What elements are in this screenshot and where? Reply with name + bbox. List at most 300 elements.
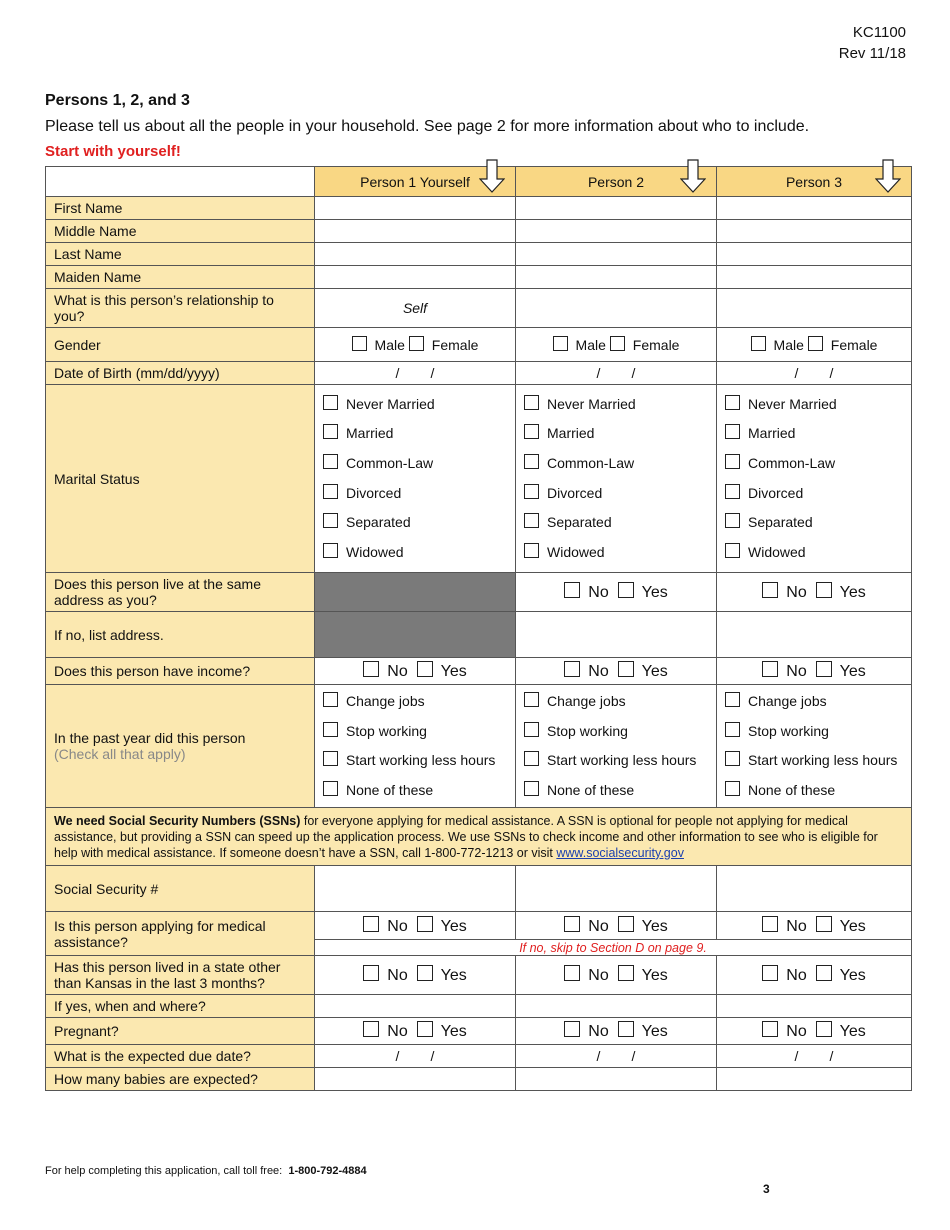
down-arrow-icon [479, 159, 505, 193]
marital-4-checkbox[interactable] [323, 513, 338, 528]
employment-0-checkbox[interactable] [725, 692, 740, 707]
employment-0-label: Change jobs [346, 693, 425, 709]
applying-p1 [315, 912, 516, 940]
no-label: No [588, 584, 609, 601]
gender-p1 [315, 328, 516, 362]
last-name-input-p3[interactable] [717, 243, 912, 266]
no-label: No [387, 1023, 408, 1041]
header-row [46, 167, 912, 197]
marital-3-checkbox[interactable] [524, 484, 539, 499]
ssn-input-p1[interactable] [315, 866, 516, 912]
applying-p3 [717, 912, 912, 940]
no-checkbox[interactable] [762, 916, 778, 932]
male-checkbox[interactable] [352, 336, 367, 351]
date-separator: / / [794, 365, 834, 381]
header-blank [46, 167, 315, 197]
label-other_state: Has this person lived in a state other than Kansas in the last 3 months? [54, 959, 281, 992]
income-p3 [717, 658, 912, 685]
notice-text: for everyone applying for medical assistance. A SSN is optional for people not applying for medical assistance, but providing a SSN can speed up the application process. We use SSNs to check income and other information to see who is eligible for help with medical assistance. If someone doesn’t have a SSN, call 1-800-772-1213 or visit [54, 813, 878, 860]
marital-2-checkbox[interactable] [323, 454, 338, 469]
other-state-p1 [315, 956, 516, 995]
table-row [46, 197, 912, 220]
row-label [46, 220, 315, 243]
row-label [46, 1045, 315, 1068]
no-label: No [786, 663, 807, 680]
due-date-p2[interactable] [516, 1045, 717, 1068]
male-label: Male [773, 337, 804, 353]
employment-3-label: None of these [547, 781, 635, 798]
when-where-input-p3[interactable] [717, 995, 912, 1018]
last-name-input-p2[interactable] [516, 243, 717, 266]
marital-2-checkbox[interactable] [725, 454, 740, 469]
row-label [46, 243, 315, 266]
yes-label: Yes [440, 663, 467, 680]
marital-1-label: Married [748, 425, 796, 442]
label-applying: Is this person applying for medical assistance? [54, 917, 266, 950]
last-name-input-p1[interactable] [315, 243, 516, 266]
male-label: Male [575, 337, 606, 353]
column-title: Person 1 Yourself [360, 173, 470, 190]
yes-checkbox[interactable] [816, 916, 832, 932]
no-checkbox[interactable] [363, 916, 379, 932]
employment-options-p3 [717, 685, 912, 808]
table-row [46, 220, 912, 243]
employment-2-checkbox[interactable] [725, 751, 740, 766]
no-label: No [786, 917, 807, 935]
label-same_address: Does this person live at the same address as you? [54, 576, 261, 608]
option [725, 538, 903, 568]
label-marital: Marital Status [54, 470, 140, 487]
column-header-p3 [717, 167, 912, 197]
row-label [46, 956, 315, 995]
employment-1-label: Stop working [748, 722, 829, 739]
yes-label: Yes [641, 1023, 668, 1041]
yes-checkbox[interactable] [417, 661, 433, 677]
same-address-p3 [717, 573, 912, 612]
relationship-value-p1 [315, 289, 516, 328]
no-label: No [588, 967, 609, 985]
no-checkbox[interactable] [564, 916, 580, 932]
footer-help [45, 1165, 367, 1177]
female-label: Female [632, 337, 680, 353]
no-checkbox[interactable] [762, 582, 778, 598]
marital-3-checkbox[interactable] [725, 484, 740, 499]
marital-0-checkbox[interactable] [725, 395, 740, 410]
yes-checkbox[interactable] [417, 965, 433, 981]
same-address-disabled-p1 [315, 573, 516, 612]
babies-input-p2[interactable] [516, 1068, 717, 1091]
employment-3-checkbox[interactable] [524, 781, 539, 796]
section-title: Persons 1, 2, and 3 [45, 92, 190, 109]
self-text: Self [402, 300, 428, 316]
notice-row [46, 808, 912, 866]
column-header-p2 [516, 167, 717, 197]
babies-input-p1[interactable] [315, 1068, 516, 1091]
intro-text: Please tell us about all the people in your household. See page 2 for more information about who to include. [45, 118, 810, 135]
table-row [46, 362, 912, 385]
no-checkbox[interactable] [363, 965, 379, 981]
table-row [46, 1018, 912, 1045]
female-checkbox[interactable] [610, 336, 625, 351]
middle-name-input-p2[interactable] [516, 220, 717, 243]
label-first_name: First Name [54, 200, 123, 216]
option [524, 419, 708, 449]
yes-checkbox[interactable] [816, 1021, 832, 1037]
no-checkbox[interactable] [564, 582, 580, 598]
date-separator: / / [794, 1048, 834, 1065]
date-separator: / / [395, 365, 435, 381]
row-label [46, 995, 315, 1018]
option [524, 776, 708, 806]
row-label [46, 866, 315, 912]
maiden-name-input-p3[interactable] [717, 266, 912, 289]
date-separator: / / [596, 1048, 636, 1065]
yes-checkbox[interactable] [618, 916, 634, 932]
option [725, 419, 903, 449]
row-label [46, 912, 315, 956]
maiden-name-input-p1[interactable] [315, 266, 516, 289]
marital-3-label: Divorced [346, 484, 402, 501]
no-checkbox[interactable] [564, 1021, 580, 1037]
row-label [46, 658, 315, 685]
relationship-input-p3[interactable] [717, 289, 912, 328]
employment-options-p1 [315, 685, 516, 808]
table-row [46, 243, 912, 266]
table-row [46, 573, 912, 612]
ssn-input-p3[interactable] [717, 866, 912, 912]
male-checkbox[interactable] [751, 336, 766, 351]
label-gender: Gender [54, 336, 101, 353]
row-label [46, 385, 315, 573]
marital-0-label: Never Married [547, 395, 636, 412]
due-date-p3[interactable] [717, 1045, 912, 1068]
option [323, 419, 507, 449]
applying-p2 [516, 912, 717, 940]
yes-label: Yes [641, 967, 668, 985]
yes-label: Yes [440, 967, 467, 985]
label-ssn: Social Security # [54, 880, 159, 897]
yes-checkbox[interactable] [417, 916, 433, 932]
yes-checkbox[interactable] [618, 965, 634, 981]
form-id: KC1100 [852, 24, 906, 41]
employment-2-label: Start working less hours [748, 752, 898, 769]
no-checkbox[interactable] [363, 1021, 379, 1037]
marital-5-checkbox[interactable] [725, 543, 740, 558]
yes-checkbox[interactable] [618, 1021, 634, 1037]
no-label: No [786, 1023, 807, 1041]
option [524, 746, 708, 776]
option [725, 746, 903, 776]
row-label [46, 1018, 315, 1045]
option [725, 717, 903, 747]
label-relationship: What is this person’s relationship to you? [54, 292, 274, 324]
first-name-input-p3[interactable] [717, 197, 912, 220]
no-label: No [786, 967, 807, 985]
same-address-p2 [516, 573, 717, 612]
marital-3-label: Divorced [547, 484, 603, 501]
marital-0-label: Never Married [346, 395, 435, 412]
yes-label: Yes [839, 663, 866, 680]
row-label [46, 362, 315, 385]
pregnant-p3 [717, 1018, 912, 1045]
marital-5-label: Widowed [547, 543, 605, 560]
table-row [46, 385, 912, 573]
row-label [46, 266, 315, 289]
employment-0-checkbox[interactable] [524, 692, 539, 707]
option [725, 449, 903, 479]
marital-options-p3 [717, 385, 912, 573]
male-label: Male [374, 337, 405, 353]
option [323, 746, 507, 776]
first-name-input-p2[interactable] [516, 197, 717, 220]
marital-1-label: Married [547, 425, 595, 442]
gender-p3 [717, 328, 912, 362]
employment-2-label: Start working less hours [346, 752, 496, 769]
yes-checkbox[interactable] [417, 1021, 433, 1037]
option [323, 717, 507, 747]
address-disabled-p1 [315, 612, 516, 658]
table-row [46, 328, 912, 362]
marital-4-label: Separated [748, 514, 813, 531]
yes-checkbox[interactable] [816, 582, 832, 598]
relationship-input-p2[interactable] [516, 289, 717, 328]
label-hint: (Check all that apply) [54, 746, 186, 763]
marital-1-checkbox[interactable] [725, 424, 740, 439]
row-label [46, 328, 315, 362]
column-title: Person 2 [587, 173, 645, 190]
address-input-p2[interactable] [516, 612, 717, 658]
no-label: No [786, 584, 807, 601]
label-pregnant: Pregnant? [54, 1023, 119, 1040]
persons-table [45, 166, 912, 1091]
yes-checkbox[interactable] [816, 965, 832, 981]
marital-2-checkbox[interactable] [524, 454, 539, 469]
option [725, 508, 903, 538]
marital-4-label: Separated [346, 514, 411, 531]
when-where-input-p1[interactable] [315, 995, 516, 1018]
table-row [46, 956, 912, 995]
employment-2-checkbox[interactable] [323, 751, 338, 766]
ssn-input-p2[interactable] [516, 866, 717, 912]
marital-3-checkbox[interactable] [323, 484, 338, 499]
option [524, 479, 708, 509]
table-row [46, 1068, 912, 1091]
yes-label: Yes [839, 1023, 866, 1041]
table-row [46, 266, 912, 289]
notice-bold: We need Social Security Numbers (SSNs) [54, 813, 301, 828]
employment-1-checkbox[interactable] [524, 722, 539, 737]
down-arrow-icon [875, 159, 901, 193]
option [524, 538, 708, 568]
option [725, 479, 903, 509]
option [725, 687, 903, 717]
row-label [46, 197, 315, 220]
option [323, 776, 507, 806]
date-separator: / / [596, 365, 636, 381]
babies-input-p3[interactable] [717, 1068, 912, 1091]
female-checkbox[interactable] [808, 336, 823, 351]
no-label: No [387, 967, 408, 985]
option [323, 508, 507, 538]
employment-1-label: Stop working [346, 722, 427, 739]
row-label [46, 685, 315, 808]
marital-5-checkbox[interactable] [524, 543, 539, 558]
page-number: 3 [763, 1182, 770, 1196]
when-where-input-p2[interactable] [516, 995, 717, 1018]
option [524, 449, 708, 479]
middle-name-input-p1[interactable] [315, 220, 516, 243]
option [323, 479, 507, 509]
option [323, 687, 507, 717]
no-checkbox[interactable] [762, 661, 778, 677]
no-checkbox[interactable] [363, 661, 379, 677]
label-income: Does this person have income? [54, 663, 251, 679]
employment-1-checkbox[interactable] [725, 722, 740, 737]
ssn-notice [46, 808, 912, 866]
label-dob: Date of Birth (mm/dd/yyyy) [54, 365, 220, 381]
table-row [46, 658, 912, 685]
yes-checkbox[interactable] [618, 661, 634, 677]
label-list_address: If no, list address. [54, 626, 164, 643]
no-label: No [387, 663, 408, 680]
yes-label: Yes [440, 917, 467, 935]
marital-4-checkbox[interactable] [524, 513, 539, 528]
male-checkbox[interactable] [553, 336, 568, 351]
employment-1-label: Stop working [547, 722, 628, 739]
down-arrow-icon [680, 159, 706, 193]
yes-label: Yes [839, 917, 866, 935]
column-title: Person 3 [785, 173, 843, 190]
option [323, 449, 507, 479]
yes-label: Yes [641, 584, 668, 601]
yes-checkbox[interactable] [816, 661, 832, 677]
employment-options-p2 [516, 685, 717, 808]
yes-label: Yes [839, 967, 866, 985]
marital-1-checkbox[interactable] [524, 424, 539, 439]
date-separator: / / [395, 1048, 435, 1065]
option [524, 390, 708, 420]
income-p1 [315, 658, 516, 685]
employment-0-checkbox[interactable] [323, 692, 338, 707]
no-label: No [588, 917, 609, 935]
marital-5-label: Widowed [346, 543, 404, 560]
dob-p3[interactable] [717, 362, 912, 385]
no-label: No [588, 663, 609, 680]
option [323, 390, 507, 420]
row-label [46, 612, 315, 658]
start-note: Start with yourself! [45, 143, 181, 160]
female-label: Female [431, 337, 479, 353]
option [323, 538, 507, 568]
employment-2-checkbox[interactable] [524, 751, 539, 766]
other-state-p2 [516, 956, 717, 995]
employment-3-label: None of these [346, 781, 434, 798]
gender-p2 [516, 328, 717, 362]
marital-4-label: Separated [547, 514, 612, 531]
maiden-name-input-p2[interactable] [516, 266, 717, 289]
table-row [46, 685, 912, 808]
table-row [46, 1045, 912, 1068]
employment-1-checkbox[interactable] [323, 722, 338, 737]
employment-0-label: Change jobs [547, 693, 626, 709]
employment-2-label: Start working less hours [547, 752, 697, 769]
marital-options-p2 [516, 385, 717, 573]
ssa-link[interactable]: www.socialsecurity.gov [556, 845, 684, 860]
yes-label: Yes [641, 663, 668, 680]
employment-0-label: Change jobs [748, 693, 827, 709]
marital-2-label: Common-Law [748, 454, 836, 471]
label-last_name: Last Name [54, 246, 122, 262]
label-past_year: In the past year did this person [54, 730, 246, 747]
label-babies: How many babies are expected? [54, 1071, 258, 1088]
no-checkbox[interactable] [762, 965, 778, 981]
marital-4-checkbox[interactable] [725, 513, 740, 528]
pregnant-p1 [315, 1018, 516, 1045]
marital-0-checkbox[interactable] [524, 395, 539, 410]
marital-3-label: Divorced [748, 484, 804, 501]
dob-p1[interactable] [315, 362, 516, 385]
column-header-p1 [315, 167, 516, 197]
female-label: Female [830, 337, 878, 353]
form-code [839, 22, 906, 64]
marital-1-checkbox[interactable] [323, 424, 338, 439]
marital-2-label: Common-Law [346, 454, 434, 471]
no-checkbox[interactable] [762, 1021, 778, 1037]
yes-label: Yes [839, 584, 866, 601]
row-label [46, 573, 315, 612]
address-input-p3[interactable] [717, 612, 912, 658]
dob-p2[interactable] [516, 362, 717, 385]
table-row [46, 289, 912, 328]
no-label: No [588, 1023, 609, 1041]
label-when_where: If yes, when and where? [54, 998, 206, 1015]
yes-checkbox[interactable] [618, 582, 634, 598]
due-date-p1[interactable] [315, 1045, 516, 1068]
label-due_date: What is the expected due date? [54, 1048, 251, 1065]
marital-options-p1 [315, 385, 516, 573]
row-label [46, 289, 315, 328]
row-label [46, 1068, 315, 1091]
table-row [46, 912, 912, 940]
yes-label: Yes [641, 917, 668, 935]
marital-0-label: Never Married [748, 395, 837, 412]
skip-note: If no, skip to Section D on page 9. [315, 940, 912, 956]
no-checkbox[interactable] [564, 965, 580, 981]
footer-phone: 1-800-792-4884 [288, 1165, 367, 1177]
marital-5-label: Widowed [748, 543, 806, 560]
female-checkbox[interactable] [409, 336, 424, 351]
employment-3-label: None of these [748, 781, 836, 798]
no-label: No [387, 917, 408, 935]
marital-2-label: Common-Law [547, 454, 635, 471]
middle-name-input-p3[interactable] [717, 220, 912, 243]
label-maiden_name: Maiden Name [54, 269, 142, 285]
option [524, 508, 708, 538]
no-checkbox[interactable] [564, 661, 580, 677]
table-row [46, 612, 912, 658]
first-name-input-p1[interactable] [315, 197, 516, 220]
other-state-p3 [717, 956, 912, 995]
employment-3-checkbox[interactable] [323, 781, 338, 796]
pregnant-p2 [516, 1018, 717, 1045]
marital-5-checkbox[interactable] [323, 543, 338, 558]
label-middle_name: Middle Name [54, 223, 137, 239]
marital-0-checkbox[interactable] [323, 395, 338, 410]
employment-3-checkbox[interactable] [725, 781, 740, 796]
option [725, 776, 903, 806]
option [725, 390, 903, 420]
footer-text: For help completing this application, call toll free: [45, 1165, 283, 1177]
